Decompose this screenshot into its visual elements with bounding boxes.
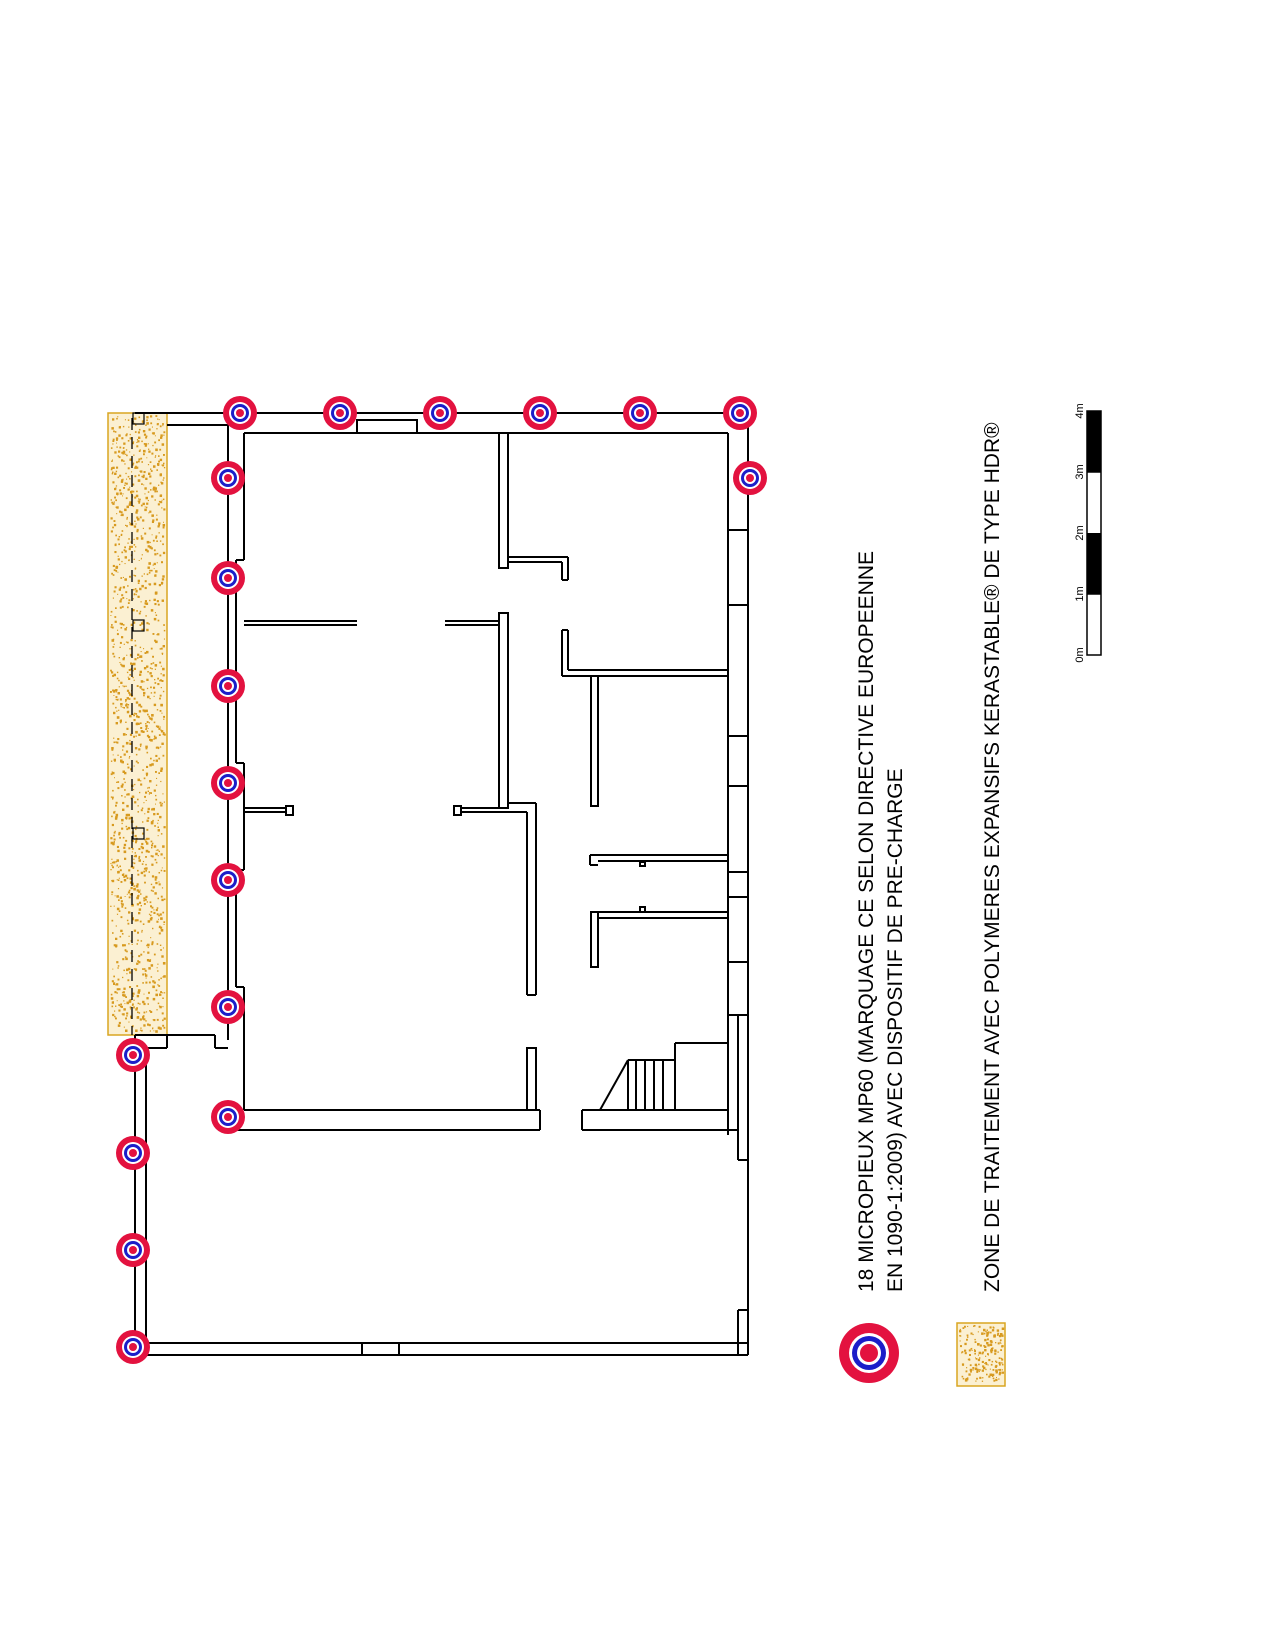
micropile-11 [211, 863, 245, 897]
legend-micropile-line1: 18 MICROPIEUX MP60 (MARQUAGE CE SELON DIRECTIVE EUROPEENNE [855, 551, 878, 1292]
scale-bar [1087, 411, 1101, 655]
micropile-10 [211, 766, 245, 800]
micropile-2 [323, 396, 357, 430]
legend-treatment-symbol [957, 1323, 1005, 1386]
scale-label-3: 3m [1074, 464, 1086, 480]
scale-label-1: 1m [1074, 586, 1086, 602]
micropiles-group [116, 396, 767, 1364]
micropile-12 [211, 990, 245, 1024]
legend-treatment-line: ZONE DE TRAITEMENT AVEC POLYMERES EXPANSIFS KERASTABLE® DE TYPE HDR® [981, 422, 1004, 1292]
legend-micropile-symbol [839, 1323, 899, 1383]
scale-label-0: 0m [1074, 647, 1086, 663]
micropile-5 [623, 396, 657, 430]
micropile-3 [423, 396, 457, 430]
micropile-13 [211, 1100, 245, 1134]
micropile-9 [211, 669, 245, 703]
legend-micropile-text [852, 551, 910, 1292]
micropile-18 [116, 1330, 150, 1364]
micropile-1 [223, 396, 257, 430]
legend-micropile-line2: EN 1090-1:2009) AVEC DISPOSITIF DE PRE-CHARGE [884, 768, 907, 1292]
micropile-16 [116, 1136, 150, 1170]
micropile-7 [211, 461, 245, 495]
micropile-8 [211, 561, 245, 595]
micropile-14 [733, 461, 767, 495]
micropile-15 [116, 1038, 150, 1072]
micropile-6 [723, 396, 757, 430]
scale-label-4: 4m [1074, 403, 1086, 419]
micropile-4 [523, 396, 557, 430]
scale-label-2: 2m [1074, 525, 1086, 541]
treatment-zone [108, 413, 167, 1035]
micropile-17 [116, 1233, 150, 1267]
legend-treatment-text [978, 422, 1007, 1292]
